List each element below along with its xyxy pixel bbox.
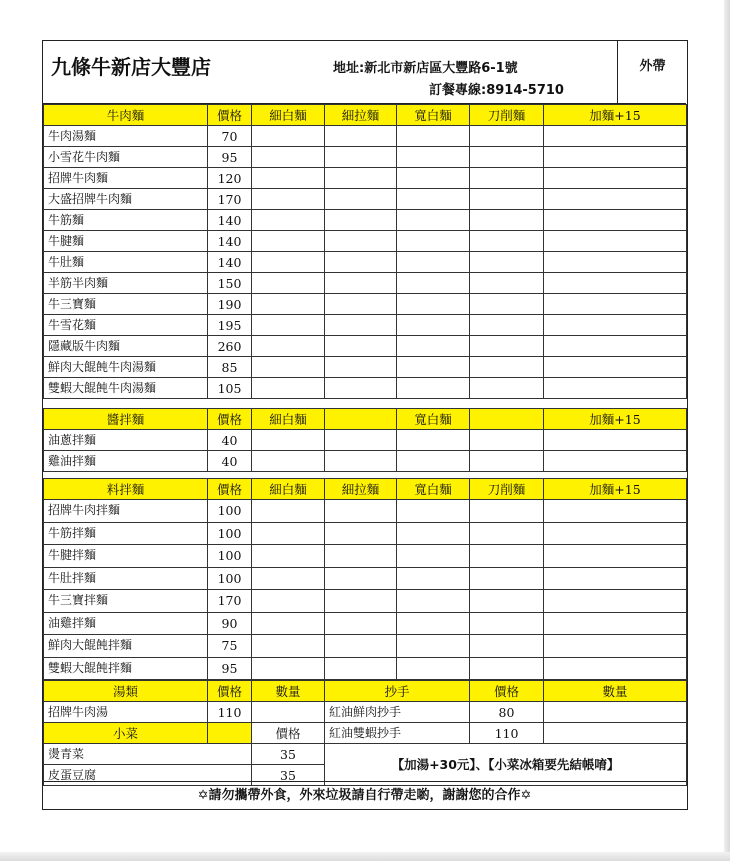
order-cell[interactable] [397, 567, 470, 590]
table-row [44, 357, 687, 378]
order-cell[interactable] [325, 357, 397, 378]
table-row [44, 451, 687, 472]
item-price: 40 [208, 430, 252, 451]
item-name: 紅油鮮肉抄手 [325, 702, 470, 723]
order-cell[interactable] [252, 657, 325, 680]
item-name: 燙青菜 [44, 744, 252, 765]
item-price: 140 [208, 210, 252, 231]
order-cell[interactable] [544, 147, 687, 168]
item-price: 35 [252, 744, 325, 765]
takeout-label: 外帶 [639, 59, 666, 74]
item-price: 100 [208, 545, 252, 568]
item-name: 牛肉湯麵 [44, 126, 208, 147]
order-cell[interactable] [252, 378, 325, 399]
col-header: 小菜 [44, 723, 208, 744]
sheet-header [43, 41, 686, 104]
order-cell[interactable] [325, 273, 397, 294]
table-row [44, 590, 687, 613]
order-cell[interactable] [470, 567, 544, 590]
quantity-cell[interactable] [544, 702, 687, 723]
item-name: 隱藏版牛肉麵 [44, 336, 208, 357]
order-cell[interactable] [397, 545, 470, 568]
order-cell[interactable] [470, 590, 544, 613]
beef-noodle-header-row [44, 105, 687, 126]
order-sheet [42, 40, 688, 810]
item-price: 140 [208, 231, 252, 252]
order-cell[interactable] [544, 612, 687, 635]
order-cell[interactable] [544, 522, 687, 545]
item-price: 75 [208, 635, 252, 658]
col-header: 醬拌麵 [44, 409, 208, 430]
order-cell[interactable] [325, 545, 397, 568]
order-cell[interactable] [325, 451, 397, 472]
order-cell[interactable] [470, 210, 544, 231]
table-row [44, 336, 687, 357]
order-cell[interactable] [325, 252, 397, 273]
item-price: 90 [208, 612, 252, 635]
mixed-noodle-rows [44, 500, 687, 680]
order-cell[interactable] [470, 635, 544, 658]
order-cell[interactable] [252, 273, 325, 294]
item-price: 140 [208, 252, 252, 273]
order-cell[interactable] [470, 126, 544, 147]
item-price: 80 [470, 702, 544, 723]
table-row [44, 147, 687, 168]
col-header: 抄手 [325, 681, 470, 702]
order-cell[interactable] [397, 522, 470, 545]
quantity-cell[interactable] [544, 723, 687, 744]
item-name: 鮮肉大餛飩拌麵 [44, 635, 208, 658]
order-cell[interactable] [252, 357, 325, 378]
item-price: 170 [208, 189, 252, 210]
order-cell[interactable] [397, 252, 470, 273]
item-price: 35 [252, 765, 325, 786]
order-cell[interactable] [397, 336, 470, 357]
order-cell[interactable] [397, 357, 470, 378]
item-price: 100 [208, 522, 252, 545]
order-cell[interactable] [397, 635, 470, 658]
col-header: 細白麵 [252, 479, 325, 500]
order-cell[interactable] [325, 210, 397, 231]
table-row [44, 273, 687, 294]
item-price: 190 [208, 294, 252, 315]
table-row [44, 723, 687, 744]
col-header: 牛肉麵 [44, 105, 208, 126]
col-header-spacer [208, 723, 252, 744]
order-cell[interactable] [325, 567, 397, 590]
order-cell[interactable] [397, 189, 470, 210]
table-row [44, 231, 687, 252]
col-header: 數量 [252, 681, 325, 702]
order-cell[interactable] [397, 126, 470, 147]
order-cell[interactable] [397, 451, 470, 472]
item-price: 195 [208, 315, 252, 336]
order-cell[interactable] [252, 430, 325, 451]
col-header: 細白麵 [252, 105, 325, 126]
order-cell[interactable] [252, 168, 325, 189]
order-cell[interactable] [544, 378, 687, 399]
col-header: 價格 [208, 409, 252, 430]
item-price: 170 [208, 590, 252, 613]
order-cell[interactable] [397, 147, 470, 168]
table-row [44, 168, 687, 189]
footer-note: ✡請勿攜帶外食，外來垃圾請自行帶走喲，謝謝您的合作✡ [43, 781, 686, 809]
order-cell[interactable] [397, 210, 470, 231]
order-cell[interactable] [325, 126, 397, 147]
order-cell[interactable] [325, 657, 397, 680]
col-header: 細拉麵 [325, 105, 397, 126]
col-header: 價格 [208, 681, 252, 702]
col-header: 寬白麵 [397, 409, 470, 430]
col-header: 加麵+15 [544, 409, 687, 430]
order-cell[interactable] [470, 252, 544, 273]
item-name: 招牌牛肉麵 [44, 168, 208, 189]
order-cell[interactable] [544, 294, 687, 315]
col-header: 刀削麵 [470, 479, 544, 500]
item-name: 大盛招牌牛肉麵 [44, 189, 208, 210]
order-cell[interactable] [252, 126, 325, 147]
order-cell[interactable] [325, 590, 397, 613]
order-cell[interactable] [544, 590, 687, 613]
table-row [44, 744, 687, 765]
order-cell[interactable] [544, 657, 687, 680]
col-header-blank [470, 409, 544, 430]
order-cell[interactable] [397, 315, 470, 336]
beef-noodle-table [43, 104, 687, 399]
order-cell[interactable] [544, 210, 687, 231]
item-name: 牛肚拌麵 [44, 567, 208, 590]
order-cell[interactable] [470, 357, 544, 378]
order-cell[interactable] [470, 612, 544, 635]
item-name: 紅油雙蝦抄手 [325, 723, 470, 744]
item-name: 牛腱麵 [44, 231, 208, 252]
order-cell[interactable] [397, 168, 470, 189]
order-cell[interactable] [470, 378, 544, 399]
order-cell[interactable] [252, 635, 325, 658]
order-cell[interactable] [252, 545, 325, 568]
sauce-noodle-table [43, 408, 687, 472]
sauce-noodle-rows [44, 430, 687, 472]
takeout-box[interactable] [617, 41, 687, 103]
order-cell[interactable] [325, 336, 397, 357]
order-cell[interactable] [397, 273, 470, 294]
shop-phone: 訂餐專線:8914-5710 [429, 83, 564, 98]
order-cell[interactable] [325, 378, 397, 399]
col-header: 寬白麵 [397, 479, 470, 500]
item-price: 150 [208, 273, 252, 294]
page-edge-right [724, 0, 730, 861]
soup-wonton-table [43, 680, 687, 786]
item-price: 110 [470, 723, 544, 744]
order-cell[interactable] [397, 430, 470, 451]
order-cell[interactable] [544, 252, 687, 273]
item-name: 鮮肉大餛飩牛肉湯麵 [44, 357, 208, 378]
item-name: 雙蝦大餛飩拌麵 [44, 657, 208, 680]
order-cell[interactable] [470, 231, 544, 252]
sauce-noodle-header-row [44, 409, 687, 430]
mixed-noodle-header-row [44, 479, 687, 500]
order-cell[interactable] [544, 430, 687, 451]
item-price: 100 [208, 567, 252, 590]
order-cell[interactable] [252, 522, 325, 545]
item-name: 牛腱拌麵 [44, 545, 208, 568]
order-cell[interactable] [470, 545, 544, 568]
order-cell[interactable] [397, 590, 470, 613]
col-header: 價格 [208, 479, 252, 500]
col-header: 細拉麵 [325, 479, 397, 500]
table-row [44, 126, 687, 147]
item-price: 105 [208, 378, 252, 399]
order-cell[interactable] [252, 590, 325, 613]
item-name: 油蔥拌麵 [44, 430, 208, 451]
order-cell[interactable] [252, 252, 325, 273]
item-price: 95 [208, 147, 252, 168]
order-cell[interactable] [325, 500, 397, 523]
item-name: 招牌牛肉湯 [44, 702, 208, 723]
item-name: 皮蛋豆腐 [44, 765, 252, 786]
col-header: 加麵+15 [544, 479, 687, 500]
table-row [44, 315, 687, 336]
order-cell[interactable] [470, 273, 544, 294]
table-row [44, 522, 687, 545]
col-header: 價格 [208, 105, 252, 126]
order-cell[interactable] [252, 294, 325, 315]
addon-note: 【加湯+30元】、【小菜冰箱要先結帳唷】 [325, 744, 687, 786]
table-row [44, 430, 687, 451]
item-price: 260 [208, 336, 252, 357]
order-cell[interactable] [397, 378, 470, 399]
table-row [44, 500, 687, 523]
order-cell[interactable] [544, 231, 687, 252]
order-cell[interactable] [325, 315, 397, 336]
item-name: 招牌牛肉拌麵 [44, 500, 208, 523]
order-cell[interactable] [544, 545, 687, 568]
order-cell[interactable] [252, 231, 325, 252]
item-price: 40 [208, 451, 252, 472]
order-cell[interactable] [325, 168, 397, 189]
quantity-cell[interactable] [252, 702, 325, 723]
order-cell[interactable] [544, 315, 687, 336]
item-name: 牛肚麵 [44, 252, 208, 273]
order-cell[interactable] [252, 315, 325, 336]
item-price: 85 [208, 357, 252, 378]
item-price: 110 [208, 702, 252, 723]
table-row [44, 189, 687, 210]
order-cell[interactable] [252, 500, 325, 523]
table-row [44, 378, 687, 399]
order-cell[interactable] [252, 147, 325, 168]
order-cell[interactable] [252, 612, 325, 635]
item-price: 100 [208, 500, 252, 523]
col-header: 刀削麵 [470, 105, 544, 126]
order-cell[interactable] [252, 336, 325, 357]
order-cell[interactable] [325, 522, 397, 545]
beef-noodle-rows [44, 126, 687, 399]
page-edge-bottom [0, 852, 730, 861]
order-cell[interactable] [397, 657, 470, 680]
order-cell[interactable] [325, 612, 397, 635]
order-cell[interactable] [397, 612, 470, 635]
col-header: 寬白麵 [397, 105, 470, 126]
item-name: 油雞拌麵 [44, 612, 208, 635]
item-name: 牛筋拌麵 [44, 522, 208, 545]
table-row [44, 567, 687, 590]
order-cell[interactable] [397, 500, 470, 523]
order-cell[interactable] [470, 294, 544, 315]
soup-wonton-header-row [44, 681, 687, 702]
order-cell[interactable] [325, 231, 397, 252]
order-cell[interactable] [544, 357, 687, 378]
col-header: 湯類 [44, 681, 208, 702]
order-cell[interactable] [470, 189, 544, 210]
order-cell[interactable] [544, 273, 687, 294]
order-cell[interactable] [470, 500, 544, 523]
item-name: 雞油拌麵 [44, 451, 208, 472]
order-cell[interactable] [544, 336, 687, 357]
order-cell[interactable] [470, 522, 544, 545]
col-header-blank [325, 409, 397, 430]
order-cell[interactable] [252, 451, 325, 472]
order-cell[interactable] [252, 567, 325, 590]
item-price: 95 [208, 657, 252, 680]
order-cell[interactable] [544, 168, 687, 189]
table-row [44, 252, 687, 273]
order-cell[interactable] [397, 231, 470, 252]
order-cell[interactable] [470, 168, 544, 189]
shop-name: 九條牛新店大豐店 [51, 55, 211, 79]
order-cell[interactable] [544, 635, 687, 658]
col-header: 料拌麵 [44, 479, 208, 500]
order-cell[interactable] [470, 315, 544, 336]
col-header: 加麵+15 [544, 105, 687, 126]
col-header: 價格 [470, 681, 544, 702]
col-header: 數量 [544, 681, 687, 702]
order-cell[interactable] [252, 210, 325, 231]
table-row [44, 612, 687, 635]
item-name: 半筋半肉麵 [44, 273, 208, 294]
table-row [44, 702, 687, 723]
item-name: 雙蝦大餛飩牛肉湯麵 [44, 378, 208, 399]
order-cell[interactable] [544, 567, 687, 590]
order-cell[interactable] [470, 657, 544, 680]
order-cell[interactable] [470, 336, 544, 357]
table-row [44, 294, 687, 315]
shop-address: 地址:新北市新店區大豐路6-1號 [333, 61, 518, 76]
order-cell[interactable] [470, 451, 544, 472]
table-row [44, 210, 687, 231]
item-name: 牛三寶拌麵 [44, 590, 208, 613]
col-header: 價格 [252, 723, 325, 744]
order-cell[interactable] [397, 294, 470, 315]
mixed-noodle-table [43, 478, 687, 680]
order-cell[interactable] [470, 430, 544, 451]
order-cell[interactable] [544, 451, 687, 472]
order-cell[interactable] [325, 294, 397, 315]
order-cell[interactable] [325, 189, 397, 210]
item-price: 70 [208, 126, 252, 147]
order-cell[interactable] [325, 147, 397, 168]
col-header: 細白麵 [252, 409, 325, 430]
item-name: 牛三寶麵 [44, 294, 208, 315]
item-name: 牛筋麵 [44, 210, 208, 231]
item-name: 牛雪花麵 [44, 315, 208, 336]
order-cell[interactable] [325, 635, 397, 658]
order-cell[interactable] [544, 500, 687, 523]
order-cell[interactable] [544, 126, 687, 147]
table-row [44, 657, 687, 680]
item-name: 小雪花牛肉麵 [44, 147, 208, 168]
order-cell[interactable] [544, 189, 687, 210]
order-cell[interactable] [470, 147, 544, 168]
order-cell[interactable] [325, 430, 397, 451]
item-price: 120 [208, 168, 252, 189]
table-row [44, 635, 687, 658]
order-cell[interactable] [252, 189, 325, 210]
table-row [44, 545, 687, 568]
